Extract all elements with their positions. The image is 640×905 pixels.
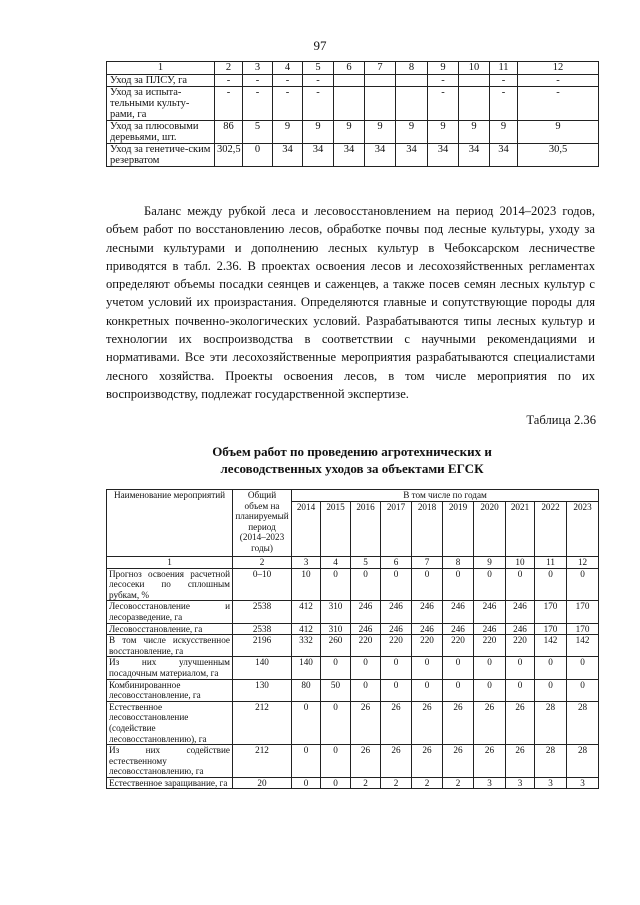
row-name: Уход за испыта-тельными культу-рами, га [107,87,215,121]
table-cell: 34 [303,144,334,167]
table-row [107,568,599,601]
column-number-cell: 9 [474,557,506,569]
row-total: 212 [233,701,292,744]
table-title-line-2: лесоводственных уходов за объектами ЕГСК [220,461,484,476]
table-cell: 246 [381,601,412,623]
table1-header-cell: 4 [273,62,303,75]
table-cell: 0 [535,657,567,679]
row-name: Из них улучшенным посадочным материалом, га [107,657,233,679]
table-cell: 30,5 [518,144,599,167]
row-name: Лесовосстановление, га [107,623,233,635]
year-header-cell: 2015 [321,502,351,557]
table-cell: - [243,75,273,87]
table1-header-cell: 2 [215,62,243,75]
table-cell: - [518,87,599,121]
row-total: 0–10 [233,568,292,601]
column-number-cell: 2 [233,557,292,569]
table-cell: 0 [567,679,599,701]
row-name: Комбинированное лесовосстановление, га [107,679,233,701]
row-name: Из них содействие естественному лесовосстановлению, га [107,745,233,778]
table-cell: 0 [535,679,567,701]
table-cell: 26 [506,745,535,778]
table-cell: - [428,75,459,87]
table-cell: 2 [443,777,474,789]
year-header-cell: 2018 [412,502,443,557]
table-cell: 34 [428,144,459,167]
table-cell: 0 [474,657,506,679]
table-cell: 34 [396,144,428,167]
table-cell: 0 [381,657,412,679]
table-row [107,87,599,121]
table-cell: 28 [535,745,567,778]
table-cell: - [215,75,243,87]
table-cell [365,75,396,87]
table-cell: 246 [412,601,443,623]
row-total: 130 [233,679,292,701]
table-cell: 170 [535,601,567,623]
table-cell: 0 [506,568,535,601]
table-cell: 34 [459,144,490,167]
table-cell: 220 [351,635,381,657]
table-cell: 26 [443,745,474,778]
table-cell: 2 [412,777,443,789]
column-number-cell: 1 [107,557,233,569]
row-name: Уход за плюсовыми деревьями, шт. [107,121,215,144]
table-cell: 28 [567,745,599,778]
table-row [107,777,599,789]
table1-header-cell: 1 [107,62,215,75]
year-header-cell: 2023 [567,502,599,557]
table-cell: 0 [474,568,506,601]
table1-header-cell: 10 [459,62,490,75]
column-number-cell: 8 [443,557,474,569]
table-cell [334,87,365,121]
table-cell: 142 [567,635,599,657]
table-cell: 302,5 [215,144,243,167]
table-cell: 220 [412,635,443,657]
table-title-line-1: Объем работ по проведению агротехнических и [212,444,492,459]
table-cell: 26 [412,745,443,778]
table-cell: 3 [535,777,567,789]
year-header-cell: 2017 [381,502,412,557]
table-cell: - [428,87,459,121]
table-cell: 9 [518,121,599,144]
table1-header-cell: 7 [365,62,396,75]
row-total: 2538 [233,623,292,635]
table-cell: 246 [474,623,506,635]
table-cell [365,87,396,121]
table-cell: 9 [490,121,518,144]
table-cell: 310 [321,601,351,623]
table-cell: 26 [351,701,381,744]
year-header-cell: 2020 [474,502,506,557]
column-number-cell: 5 [351,557,381,569]
table-cell: 0 [535,568,567,601]
table-cell: 0 [243,144,273,167]
table-row [107,635,599,657]
table-cell: 246 [381,623,412,635]
column-number-cell: 7 [412,557,443,569]
table-cell: 246 [351,601,381,623]
table-cell: 246 [506,623,535,635]
table-cell: 28 [567,701,599,744]
table-cell: 0 [506,657,535,679]
table1-header-cell: 5 [303,62,334,75]
table-cell: 9 [334,121,365,144]
table-row [107,144,599,167]
table-cell: 220 [381,635,412,657]
table-cell: 34 [334,144,365,167]
table1-header-cell: 6 [334,62,365,75]
column-number-cell: 3 [292,557,321,569]
table-2-36 [106,489,599,789]
table-cell [459,75,490,87]
table-cell: 0 [351,568,381,601]
table-cell: 50 [321,679,351,701]
table-cell: 2 [381,777,412,789]
table-cell: 170 [567,623,599,635]
table-cell: 0 [474,679,506,701]
table-cell: 0 [443,679,474,701]
row-total: 2196 [233,635,292,657]
table-cell: 246 [412,623,443,635]
table-cell: 0 [567,568,599,601]
table-cell: 3 [474,777,506,789]
body-paragraph: Баланс между рубкой леса и лесовосстановлением на период 2014–2023 годов, объем работ по восстановлению лесов, обработке почвы под лесные культуры, уходу за лесными культурами и дополнению лесных культур в Чебоксарском лесничестве приводятся в табл. 2.36. В проектах освоения лесов и лесохозяйственных регламентах определяют объемы посадки сеянцев и саженцев, а также посев семян лесных культур с учетом условий их произрастания. Определяются главные и сопутствующие породы для конкретных почвенно-экологических условий. Разрабатываются типы лесных культур и технологии их воспроизводства в соответствии с научными рекомендациями и нормативами. Все эти лесохозяйственные мероприятия разрабатываются специалистами лесного хозяйства. Проекты освоения лесов, в том числе мероприятия по их воспроизводству, подлежат государственной экспертизе. [106,204,595,401]
table-cell: 0 [412,679,443,701]
table-cell: 26 [474,701,506,744]
table-cell: 0 [412,568,443,601]
row-total: 2538 [233,601,292,623]
table-cell: 140 [292,657,321,679]
table-cell: 9 [273,121,303,144]
table-cell: 34 [273,144,303,167]
table-cell: 28 [535,701,567,744]
table-cell: 9 [459,121,490,144]
table1-header-row [107,62,599,75]
table-cell: 0 [292,777,321,789]
table-cell: 332 [292,635,321,657]
table-cell: 0 [443,657,474,679]
table-row [107,679,599,701]
table-cell: - [303,87,334,121]
table-cell [396,75,428,87]
table-cell: 246 [443,601,474,623]
table-row [107,121,599,144]
row-total: 140 [233,657,292,679]
table-cell: 246 [443,623,474,635]
table-cell: 0 [351,657,381,679]
table-cell: 3 [506,777,535,789]
table-cell: 246 [474,601,506,623]
row-name: Лесовосстановление и лесоразведение, га [107,601,233,623]
table-cell: 412 [292,601,321,623]
table-1-continuation [106,61,599,167]
table-cell: - [273,87,303,121]
table-cell: 0 [506,679,535,701]
table-cell: 9 [396,121,428,144]
table-cell: 10 [292,568,321,601]
column-number-cell: 12 [567,557,599,569]
row-name: Прогноз освоения расчетной лесосеки по сплошным рубкам, % [107,568,233,601]
table-cell: 0 [292,701,321,744]
year-header-cell: 2022 [535,502,567,557]
table1-header-cell: 9 [428,62,459,75]
table1-header-cell: 12 [518,62,599,75]
table-cell: - [303,75,334,87]
table-cell: 34 [365,144,396,167]
row-total: 20 [233,777,292,789]
table-cell: - [490,75,518,87]
table-cell: 0 [321,701,351,744]
year-header-cell: 2016 [351,502,381,557]
column-number-cell: 10 [506,557,535,569]
table-cell: 26 [381,701,412,744]
table-cell: - [490,87,518,121]
table-cell [334,75,365,87]
row-name: В том числе искусственное восстановление, га [107,635,233,657]
table-cell: 0 [381,568,412,601]
table-cell: 260 [321,635,351,657]
year-header-cell: 2021 [506,502,535,557]
table1-header-cell: 11 [490,62,518,75]
table1-header-cell: 3 [243,62,273,75]
table-title [106,443,598,477]
table-cell: 26 [351,745,381,778]
table-cell: 170 [567,601,599,623]
column-number-cell: 4 [321,557,351,569]
row-total: 212 [233,745,292,778]
table-cell: 9 [303,121,334,144]
table2-numbers-row [107,557,599,569]
row-name: Уход за ПЛСУ, га [107,75,215,87]
table-cell: 310 [321,623,351,635]
table-cell: 0 [292,745,321,778]
table1-header-cell: 8 [396,62,428,75]
row-name: Естественное лесовосстановление (содействие лесовосстановлению), га [107,701,233,744]
table-cell: 26 [474,745,506,778]
table-row [107,75,599,87]
table-cell: 246 [351,623,381,635]
table-cell: 0 [381,679,412,701]
table-cell: 0 [321,777,351,789]
row-name: Уход за генетиче-ским резерватом [107,144,215,167]
table2-header-name: Наименование мероприятий [107,490,233,557]
table-cell: 0 [567,657,599,679]
table-cell: - [215,87,243,121]
table-cell: 34 [490,144,518,167]
table2-header-total: Общий объем на планируемый период (2014–2023 годы) [233,490,292,557]
table-cell: - [273,75,303,87]
page-number: 97 [313,38,327,53]
table-row [107,601,599,623]
table-cell [396,87,428,121]
table-cell: 26 [412,701,443,744]
table-cell: 246 [506,601,535,623]
table-cell: 9 [428,121,459,144]
row-name: Естественное заращивание, га [107,777,233,789]
table-row [107,745,599,778]
table-row [107,657,599,679]
table-cell: 170 [535,623,567,635]
table-cell: 220 [474,635,506,657]
table-row [107,623,599,635]
table-cell: 220 [506,635,535,657]
table2-header-row [107,490,599,502]
table-cell: 9 [365,121,396,144]
table-cell: 2 [351,777,381,789]
table-cell: 26 [443,701,474,744]
table-cell: 0 [351,679,381,701]
column-number-cell: 6 [381,557,412,569]
table-cell: 142 [535,635,567,657]
table-cell: 0 [321,745,351,778]
table-cell: 0 [412,657,443,679]
table-cell: 0 [321,657,351,679]
year-header-cell: 2019 [443,502,474,557]
table-cell: 220 [443,635,474,657]
table-cell: 0 [321,568,351,601]
table-row [107,701,599,744]
table-cell: 26 [381,745,412,778]
table-cell: 3 [567,777,599,789]
table-cell [459,87,490,121]
table-label: Таблица 2.36 [526,413,596,427]
table-cell: 5 [243,121,273,144]
table-cell: 26 [506,701,535,744]
table-cell: 86 [215,121,243,144]
table-cell: - [518,75,599,87]
column-number-cell: 11 [535,557,567,569]
table-cell: 412 [292,623,321,635]
table2-header-group: В том числе по годам [292,490,599,502]
table-cell: 0 [443,568,474,601]
table-cell: 80 [292,679,321,701]
table-cell: - [243,87,273,121]
year-header-cell: 2014 [292,502,321,557]
